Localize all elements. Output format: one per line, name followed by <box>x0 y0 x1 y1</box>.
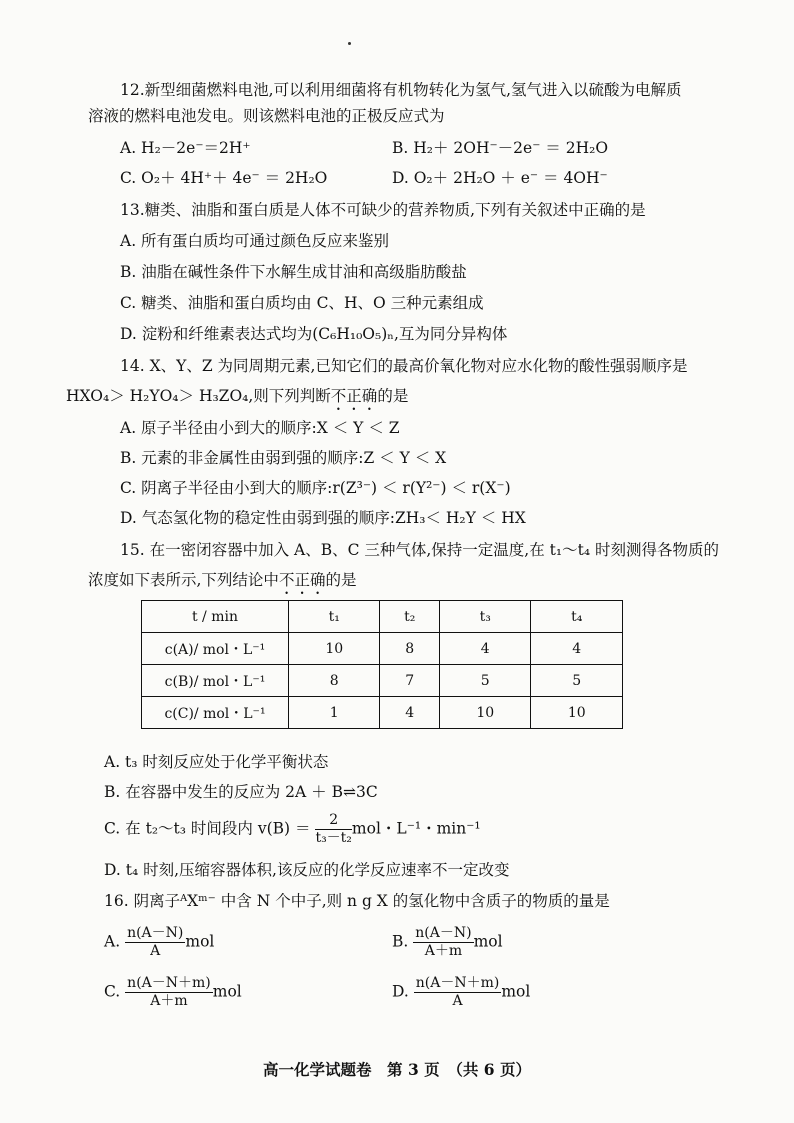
fraction-numerator: 2 <box>315 812 351 830</box>
fraction-denominator: A <box>150 943 161 959</box>
table-row-label: c(A)/ mol・L⁻¹ <box>142 633 289 665</box>
q13-option-b: B. 油脂在碱性条件下水解生成甘油和高级脂肪酸盐 <box>120 263 467 281</box>
q15-option-a: A. t₃ 时刻反应处于化学平衡状态 <box>104 753 329 771</box>
option-fraction <box>414 975 502 1010</box>
table-cell: 8 <box>380 633 440 665</box>
table-cell: 4 <box>380 697 440 729</box>
q14-stem-line2-post: 的是 <box>377 387 409 405</box>
option-label: C. <box>104 982 121 1001</box>
q16-option-b <box>392 925 503 960</box>
q15-stem-line2-pre: 浓度如下表所示,下列结论中 <box>88 571 279 589</box>
table-row <box>142 633 623 665</box>
q13-option-d: D. 淀粉和纤维素表达式均为(C₆H₁₀O₅)ₙ,互为同分异构体 <box>120 325 508 343</box>
table-cell: 10 <box>440 697 531 729</box>
q15-option-b: B. 在容器中发生的反应为 2A ＋ B⇌3C <box>104 783 378 801</box>
table-cell: 4 <box>531 633 623 665</box>
table-header-row <box>142 601 623 633</box>
q15-stem-line1: 15. 在一密闭容器中加入 A、B、C 三种气体,保持一定温度,在 t₁～t₄ 时刻测得各物质的 <box>120 541 719 559</box>
q14-stem-line1: 14. X、Y、Z 为同周期元素,已知它们的最高价氧化物对应水化物的酸性强弱顺序是 <box>120 357 688 375</box>
q12-option-a: A. H₂－2e⁻＝2H⁺ <box>120 139 251 157</box>
option-unit: mol <box>501 982 531 1001</box>
q16-option-c <box>104 975 242 1010</box>
q15-stem-line2-post: 的是 <box>325 571 357 589</box>
q16-option-a <box>104 925 214 960</box>
q14-option-d: D. 气态氢化物的稳定性由弱到强的顺序:ZH₃＜ H₂Y ＜ HX <box>120 509 526 527</box>
table-header-cell: t₃ <box>440 601 531 633</box>
table-row-label: c(B)/ mol・L⁻¹ <box>142 665 289 697</box>
fraction-numerator: n(A－N＋m) <box>127 975 211 991</box>
table-cell: 1 <box>289 697 380 729</box>
table-cell: 7 <box>380 665 440 697</box>
option-fraction <box>125 975 213 1010</box>
table-row <box>142 697 623 729</box>
q16-option-d <box>392 975 530 1010</box>
q14-option-a: A. 原子半径由小到大的顺序:X ＜ Y ＜ Z <box>120 419 400 437</box>
table-header-cell: t₂ <box>380 601 440 633</box>
fraction-denominator: A＋m <box>424 943 463 959</box>
table-header-cell: t / min <box>142 601 289 633</box>
q16-stem: 16. 阴离子ᴬXᵐ⁻ 中含 N 个中子,则 n g X 的氢化物中含质子的物质的量是 <box>104 892 610 910</box>
q15-emphasis-not-correct: 不正确 <box>278 571 326 589</box>
table-cell: 5 <box>440 665 531 697</box>
fraction-denominator: t₃－t₂ <box>315 830 352 846</box>
fraction-numerator: n(A－N) <box>415 925 472 941</box>
q12-option-b: B. H₂＋ 2OH⁻－2e⁻ ＝ 2H₂O <box>392 139 609 157</box>
table-cell: 4 <box>440 633 531 665</box>
q15-stem-line2 <box>88 570 356 598</box>
fraction-numerator: n(A－N＋m) <box>415 975 500 991</box>
table-cell: 10 <box>289 633 380 665</box>
table-header-cell: t₁ <box>289 601 380 633</box>
q12-option-d: D. O₂＋ 2H₂O ＋ e⁻ ＝ 4OH⁻ <box>392 169 608 187</box>
q15-option-c <box>104 812 481 847</box>
option-label: A. <box>104 932 121 951</box>
option-unit: mol <box>212 982 242 1001</box>
q13-option-c: C. 糖类、油脂和蛋白质均由 C、H、O 三种元素组成 <box>120 294 484 312</box>
q15-option-c-fraction <box>315 812 351 847</box>
table-row <box>142 665 623 697</box>
table-cell: 10 <box>531 697 623 729</box>
option-label: D. <box>392 982 409 1001</box>
q12-option-c: C. O₂＋ 4H⁺＋ 4e⁻ ＝ 2H₂O <box>120 169 328 187</box>
q15-option-c-pre: C. 在 t₂～t₃ 时间段内 v(B) ＝ <box>104 819 311 838</box>
page-footer: 高一化学试题卷 第 3 页 （共 6 页） <box>263 1060 531 1079</box>
option-label: B. <box>392 932 409 951</box>
q14-stem-line2 <box>66 386 408 414</box>
fraction-numerator: n(A－N) <box>127 925 184 941</box>
table-row-label: c(C)/ mol・L⁻¹ <box>142 697 289 729</box>
q12-stem-line1: 12.新型细菌燃料电池,可以利用细菌将有机物转化为氢气,氢气进入以硫酸为电解质 <box>120 81 682 99</box>
fraction-denominator: A <box>452 993 463 1009</box>
table-cell: 8 <box>289 665 380 697</box>
fraction-denominator: A＋m <box>150 993 188 1009</box>
q13-option-a: A. 所有蛋白质均可通过颜色反应来鉴别 <box>120 232 390 250</box>
table-header-cell: t₄ <box>531 601 623 633</box>
q15-option-c-unit: mol・L⁻¹・min⁻¹ <box>351 819 481 838</box>
q14-stem-line2-pre: HXO₄＞ H₂YO₄＞ H₃ZO₄,则下列判断 <box>66 387 331 405</box>
q13-stem: 13.糖类、油脂和蛋白质是人体不可缺少的营养物质,下列有关叙述中正确的是 <box>120 201 646 219</box>
option-fraction <box>125 925 185 960</box>
table-cell: 5 <box>531 665 623 697</box>
q14-emphasis-not-correct: 不正确 <box>330 387 378 405</box>
q14-option-b: B. 元素的非金属性由弱到强的顺序:Z ＜ Y ＜ X <box>120 449 447 467</box>
q15-option-d: D. t₄ 时刻,压缩容器体积,该反应的化学反应速率不一定改变 <box>104 861 510 879</box>
option-unit: mol <box>473 932 503 951</box>
q12-stem-line2: 溶液的燃料电池发电。则该燃料电池的正极反应式为 <box>88 107 445 125</box>
stray-dot <box>348 42 351 45</box>
q14-option-c: C. 阴离子半径由小到大的顺序:r(Z³⁻) ＜ r(Y²⁻) ＜ r(X⁻) <box>120 479 511 497</box>
option-fraction <box>413 925 473 960</box>
concentration-table <box>141 600 623 729</box>
option-unit: mol <box>185 932 215 951</box>
